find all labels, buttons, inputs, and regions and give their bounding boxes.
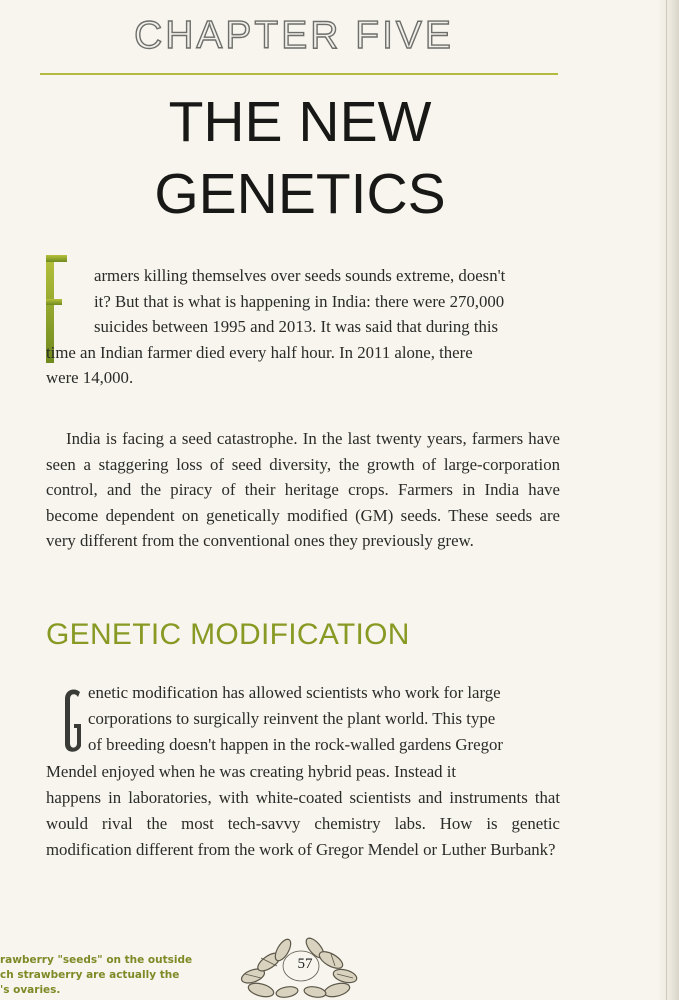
body-paragraph-2: [46, 426, 560, 554]
chapter-label: CHAPTER FIVE: [134, 14, 454, 57]
chapter-title-line-1: THE NEW: [168, 90, 432, 154]
caption-line-2: ch strawberry are actually the: [0, 969, 180, 981]
intro-line-3: suicides between 1995 and 2013. It was said that during this: [94, 317, 499, 337]
book-gutter: [657, 0, 679, 1000]
caption-line-3: 's ovaries.: [0, 984, 61, 996]
chapter-title: [0, 86, 600, 230]
caption-line-1: rawberry "seeds" on the outside: [0, 954, 193, 966]
intro-line-2: it? But that is what is happening in India: there were 270,000: [94, 291, 505, 311]
drop-cap-f-letter: F: [44, 255, 45, 256]
drop-cap-g-letter: G: [62, 688, 63, 689]
page-number: 57: [297, 956, 313, 972]
section-line-4: Mendel enjoyed when he was creating hybrid peas. Instead it: [46, 761, 457, 781]
section-line-5: happens in laboratories, with white-coated scientists and instruments that would rival the most tech-savvy chemistry labs. How is genetic modification different from the work of Gregor Mendel or Luther Burbank?: [46, 787, 560, 860]
sidebar-caption: [0, 953, 210, 998]
header-rule: [40, 73, 558, 75]
intro-line-5: were 14,000.: [46, 368, 134, 388]
page-edge: [666, 0, 667, 1000]
intro-paragraph: [46, 263, 560, 391]
chapter-title-line-2: GENETICS: [154, 162, 446, 226]
intro-line-4: time an Indian farmer died every half hour. In 2011 alone, there: [46, 342, 473, 362]
section-line-3: of breeding doesn't happen in the rock-walled gardens Gregor: [88, 735, 503, 755]
paragraph-2-text: India is facing a seed catastrophe. In the last twenty years, farmers have seen a staggering loss of seed diversity, the growth of large-corporation control, and the piracy of their heritage crops. Farmers in India have become dependent on genetically modified (GM) seeds. These seeds are very different from the conventional ones they previously grew.: [46, 429, 560, 551]
section-paragraph: [46, 680, 560, 863]
section-line-2: corporations to surgically reinvent the plant world. This type: [88, 709, 496, 729]
intro-line-1: armers killing themselves over seeds sounds extreme, doesn't: [94, 266, 506, 285]
section-line-1: enetic modification has allowed scientists who work for large: [88, 683, 501, 702]
section-heading: GENETIC MODIFICATION: [46, 618, 410, 651]
